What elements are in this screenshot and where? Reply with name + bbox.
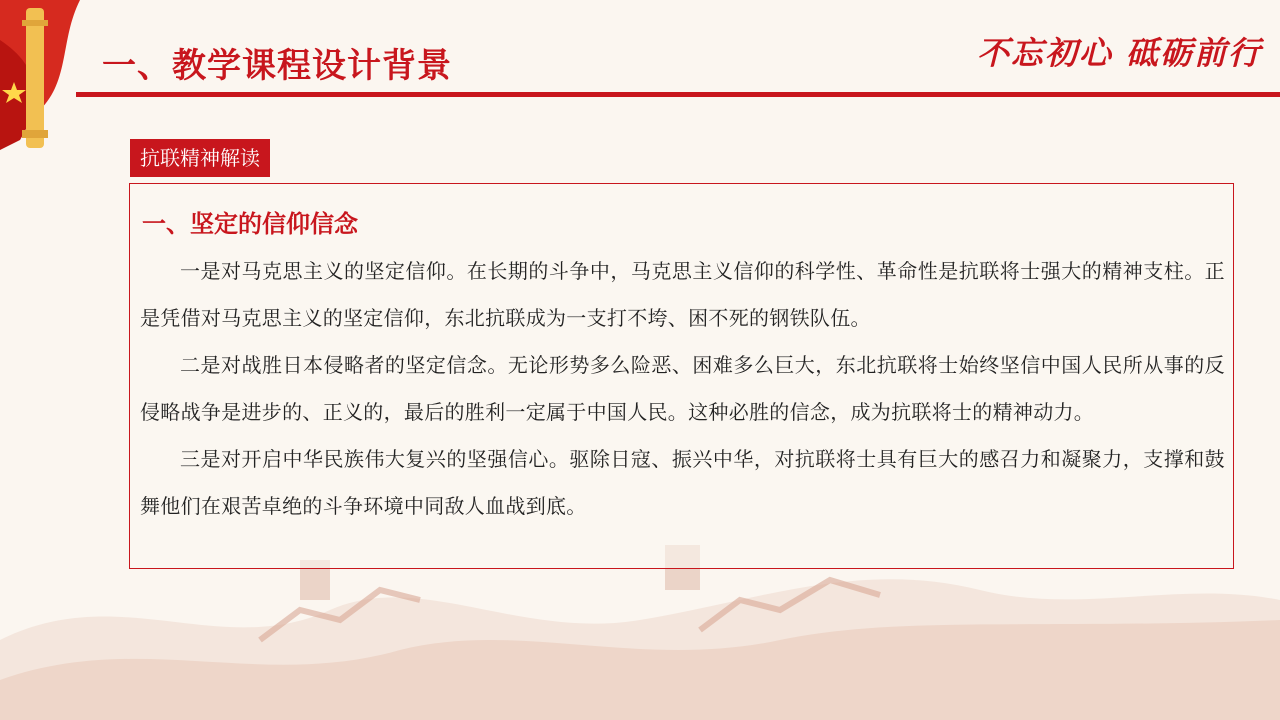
content-box bbox=[129, 183, 1234, 569]
page-title: 一、教学课程设计背景 bbox=[102, 46, 452, 86]
paragraph-2: 二是对战胜日本侵略者的坚定信念。无论形势多么险恶、困难多么巨大，东北抗联将士始终坚信中国人民所从事的反侵略战争是进步的、正义的，最后的胜利一定属于中国人民。这种必胜的信念，成为抗联将士的精神动力。 bbox=[140, 353, 1225, 424]
paragraph-1: 一是对马克思主义的坚定信仰。在长期的斗争中，马克思主义信仰的科学性、革命性是抗联将士强大的精神支柱。正是凭借对马克思主义的坚定信仰，东北抗联成为一支打不垮、困不死的钢铁队伍。 bbox=[140, 259, 1225, 330]
content-body bbox=[140, 248, 1225, 530]
paragraph-3: 三是对开启中华民族伟大复兴的坚强信心。驱除日寇、振兴中华，对抗联将士具有巨大的感召力和凝聚力，支撑和鼓舞他们在艰苦卓绝的斗争环境中同敌人血战到底。 bbox=[140, 447, 1225, 518]
content-heading: 一、坚定的信仰信念 bbox=[142, 210, 358, 238]
title-divider bbox=[76, 92, 1280, 97]
slogan-calligraphy: 不忘初心 砥砺前行 bbox=[976, 34, 1262, 72]
section-tag: 抗联精神解读 bbox=[130, 139, 270, 177]
huabiao-flag-icon bbox=[0, 0, 80, 150]
